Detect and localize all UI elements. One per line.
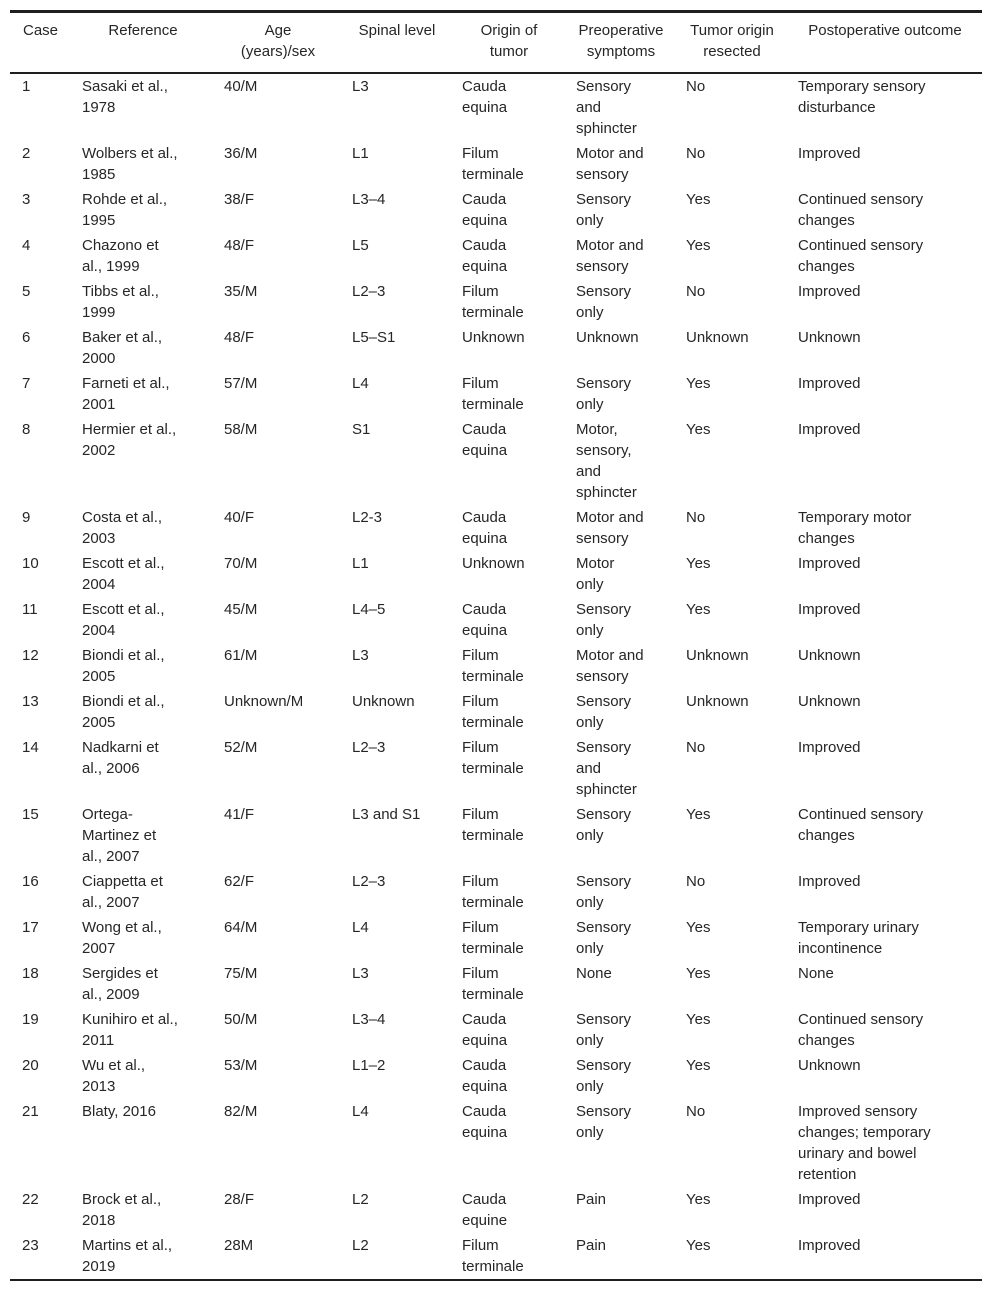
table-cell: Blaty, 2016 [82,1103,156,1120]
table-row [10,141,982,187]
table-cell: Sensory only [576,283,632,321]
header-row [10,12,982,74]
table-cell: L4 [352,1103,369,1120]
table-cell: Wolbers et al., 1985 [82,145,178,183]
table-cell: Filum terminale [462,806,524,844]
table-row [10,417,982,505]
table-cell: Unknown [798,329,861,346]
table-cell: Yes [686,555,711,572]
table-cell: No [686,739,706,756]
table-cell: 28/F [224,1191,255,1208]
table-cell: None [798,965,834,982]
table-cell: Filum terminale [462,283,524,321]
table-cell: L1 [352,145,369,162]
table-cell: Improved [798,873,861,890]
table-cell: Sensory only [576,1011,632,1049]
table-cell: 58/M [224,421,258,438]
column-header: Tumor origin resected [676,12,788,74]
table-cell: 23 [22,1237,39,1254]
table-cell: Kunihiro et al., 2011 [82,1011,178,1049]
table-cell: Cauda equina [462,1011,508,1049]
table-cell: Improved [798,283,861,300]
table-cell: 20 [22,1057,39,1074]
table-cell: 35/M [224,283,258,300]
table-cell: L4 [352,919,369,936]
table-cell: L2–3 [352,873,386,890]
table-cell: No [686,78,706,95]
table-cell: L5 [352,237,369,254]
table-row [10,1053,982,1099]
table-cell: Cauda equina [462,509,508,547]
table-cell: 3 [22,191,31,208]
table-cell: 62/F [224,873,255,890]
table-cell: 57/M [224,375,258,392]
table-row [10,187,982,233]
table-row [10,1099,982,1187]
table-cell: Yes [686,919,711,936]
table-cell: 14 [22,739,39,756]
table-cell: Baker et al., 2000 [82,329,163,367]
table-cell: Cauda equina [462,601,508,639]
table-cell: No [686,145,706,162]
table-cell: Temporary sensory disturbance [798,78,926,116]
table-cell: No [686,873,706,890]
table-cell: Cauda equine [462,1191,508,1229]
table-cell: 10 [22,555,39,572]
table-cell: 15 [22,806,39,823]
table-cell: Yes [686,806,711,823]
table-cell: L3–4 [352,191,386,208]
column-header: Age (years)/sex [214,12,342,74]
table-cell: Yes [686,237,711,254]
table-cell: Temporary motor changes [798,509,912,547]
table-cell: Sensory only [576,601,632,639]
column-header: Spinal level [342,12,452,74]
table-cell: 45/M [224,601,258,618]
table-cell: Unknown [686,647,749,664]
table-cell: No [686,1103,706,1120]
table-cell: Escott et al., 2004 [82,555,165,593]
table-cell: S1 [352,421,371,438]
table-cell: Motor and sensory [576,237,644,275]
table-cell: Ciappetta et al., 2007 [82,873,163,911]
column-header: Origin of tumor [452,12,566,74]
table-cell: Tibbs et al., 1999 [82,283,159,321]
table-row [10,1187,982,1233]
table-cell: Farneti et al., 2001 [82,375,170,413]
table-cell: Unknown [462,555,525,572]
table-row [10,505,982,551]
table-cell: L2–3 [352,283,386,300]
column-header: Reference [72,12,214,74]
table-cell: Pain [576,1191,607,1208]
table-cell: Unknown/M [224,693,304,710]
table-cell: L3 [352,965,369,982]
table-cell: Unknown [576,329,639,346]
table-cell: Yes [686,1237,711,1254]
table-cell: 19 [22,1011,39,1028]
table-cell: Filum terminale [462,145,524,183]
table-cell: 70/M [224,555,258,572]
table-row [10,371,982,417]
table-cell: L3 and S1 [352,806,421,823]
table-cell: 82/M [224,1103,258,1120]
table-cell: Motor and sensory [576,145,644,183]
table-cell: Improved [798,145,861,162]
table-cell: 38/F [224,191,255,208]
table-cell: Sensory and sphincter [576,78,637,137]
table-cell: Yes [686,1011,711,1028]
table-cell: Yes [686,965,711,982]
table-cell: Continued sensory changes [798,806,924,844]
table-cell: Unknown [462,329,525,346]
table-cell: Filum terminale [462,965,524,1003]
table-row [10,735,982,802]
table-cell: Unknown [686,329,749,346]
table-cell: Nadkarni et al., 2006 [82,739,159,777]
table-cell: L1–2 [352,1057,386,1074]
column-header: Postoperative outcome [788,12,982,74]
table-cell: Chazono et al., 1999 [82,237,159,275]
table-cell: Sergides et al., 2009 [82,965,158,1003]
table-cell: 41/F [224,806,255,823]
table-cell: Improved [798,555,861,572]
table-row [10,551,982,597]
table-cell: Brock et al., 2018 [82,1191,162,1229]
table-cell: 11 [22,601,38,618]
table-cell: 1 [22,78,31,95]
table-cell: 13 [22,693,39,710]
table-cell: 7 [22,375,31,392]
table-cell: Sensory only [576,806,632,844]
table-cell: Filum terminale [462,375,524,413]
table-cell: 52/M [224,739,258,756]
table-row [10,802,982,869]
table-cell: None [576,965,612,982]
table-cell: Cauda equina [462,1103,508,1141]
table-cell: Yes [686,601,711,618]
table-cell: Sensory only [576,919,632,957]
table-cell: Yes [686,191,711,208]
table-cell: Sensory only [576,873,632,911]
table-cell: Motor and sensory [576,647,644,685]
table-cell: Cauda equina [462,78,508,116]
table-cell: Unknown [686,693,749,710]
table-cell: L4 [352,375,369,392]
table-cell: Wu et al., 2013 [82,1057,146,1095]
table-cell: Filum terminale [462,919,524,957]
table-row [10,73,982,141]
table-cell: 8 [22,421,31,438]
table-cell: Sensory only [576,693,632,731]
table-cell: 36/M [224,145,258,162]
table-cell: 40/M [224,78,258,95]
table-row [10,915,982,961]
table-cell: 18 [22,965,39,982]
table-row [10,1233,982,1280]
table-cell: 40/F [224,509,255,526]
table-cell: Martins et al., 2019 [82,1237,173,1275]
table-row [10,325,982,371]
table-cell: L2 [352,1237,369,1254]
table-cell: Improved [798,739,861,756]
table-cell: Unknown [352,693,415,710]
table-cell: Unknown [798,693,861,710]
table-cell: 16 [22,873,39,890]
table-cell: 28M [224,1237,254,1254]
table-cell: Temporary urinary incontinence [798,919,919,957]
table-cell: 6 [22,329,31,346]
table-cell: 61/M [224,647,258,664]
table-cell: 50/M [224,1011,258,1028]
table-cell: Filum terminale [462,693,524,731]
table-cell: 48/F [224,237,255,254]
table-cell: Biondi et al., 2005 [82,693,165,731]
table-cell: Hermier et al., 2002 [82,421,177,459]
table-cell: No [686,283,706,300]
table-cell: Ortega-Martinez et al., 2007 [82,806,157,865]
table-cell: Filum terminale [462,739,524,777]
table-cell: 48/F [224,329,255,346]
table-cell: Improved [798,601,861,618]
table-cell: Cauda equina [462,1057,508,1095]
table-row [10,279,982,325]
table-cell: L4–5 [352,601,386,618]
table-cell: Unknown [798,647,861,664]
table-row [10,643,982,689]
table-cell: 12 [22,647,39,664]
table-cell: Rohde et al., 1995 [82,191,168,229]
table-cell: Filum terminale [462,873,524,911]
table-cell: Escott et al., 2004 [82,601,165,639]
table-cell: L3 [352,78,369,95]
table-cell: Pain [576,1237,607,1254]
table-cell: Improved sensory changes; temporary urinary and bowel retention [798,1103,931,1183]
table-cell: 4 [22,237,31,254]
table-head [10,12,982,74]
table-cell: 53/M [224,1057,258,1074]
table-cell: Yes [686,1057,711,1074]
table-cell: Yes [686,375,711,392]
table-cell: L2 [352,1191,369,1208]
cases-table [10,10,982,1281]
table-row [10,961,982,1007]
table-cell: Improved [798,1237,861,1254]
table-cell: Sasaki et al., 1978 [82,78,168,116]
table-cell: Filum terminale [462,1237,524,1275]
table-cell: Sensory and sphincter [576,739,637,798]
table-cell: Cauda equina [462,191,508,229]
table-cell: Biondi et al., 2005 [82,647,165,685]
table-cell: 9 [22,509,31,526]
table-cell: 64/M [224,919,258,936]
table-cell: No [686,509,706,526]
table-cell: L5–S1 [352,329,396,346]
table-row [10,689,982,735]
table-cell: Cauda equina [462,237,508,275]
table-cell: Sensory only [576,375,632,413]
table-row [10,1007,982,1053]
table-cell: Motor, sensory, and sphincter [576,421,637,501]
table-cell: 21 [22,1103,39,1120]
table-cell: Motor and sensory [576,509,644,547]
table-body [10,73,982,1280]
table-cell: L2-3 [352,509,383,526]
table-cell: Continued sensory changes [798,1011,924,1049]
table-cell: 75/M [224,965,258,982]
table-cell: L3 [352,647,369,664]
table-cell: Cauda equina [462,421,508,459]
table-cell: Unknown [798,1057,861,1074]
table-cell: Improved [798,421,861,438]
table-cell: 22 [22,1191,39,1208]
table-cell: Improved [798,1191,861,1208]
table-cell: Filum terminale [462,647,524,685]
table-cell: Motor only [576,555,615,593]
table-cell: Sensory only [576,1103,632,1141]
table-row [10,233,982,279]
table-cell: L2–3 [352,739,386,756]
table-row [10,597,982,643]
table-cell: 17 [22,919,39,936]
table-cell: Costa et al., 2003 [82,509,163,547]
table-cell: Improved [798,375,861,392]
table-cell: L1 [352,555,369,572]
table-cell: Wong et al., 2007 [82,919,162,957]
table-row [10,869,982,915]
table-cell: Yes [686,1191,711,1208]
table-cell: Sensory only [576,191,632,229]
table-cell: 5 [22,283,31,300]
table-cell: L3–4 [352,1011,386,1028]
table-cell: Sensory only [576,1057,632,1095]
table-cell: 2 [22,145,31,162]
column-header: Preoperative symptoms [566,12,676,74]
table-cell: Continued sensory changes [798,237,924,275]
table-cell: Continued sensory changes [798,191,924,229]
column-header: Case [10,12,72,74]
table-cell: Yes [686,421,711,438]
